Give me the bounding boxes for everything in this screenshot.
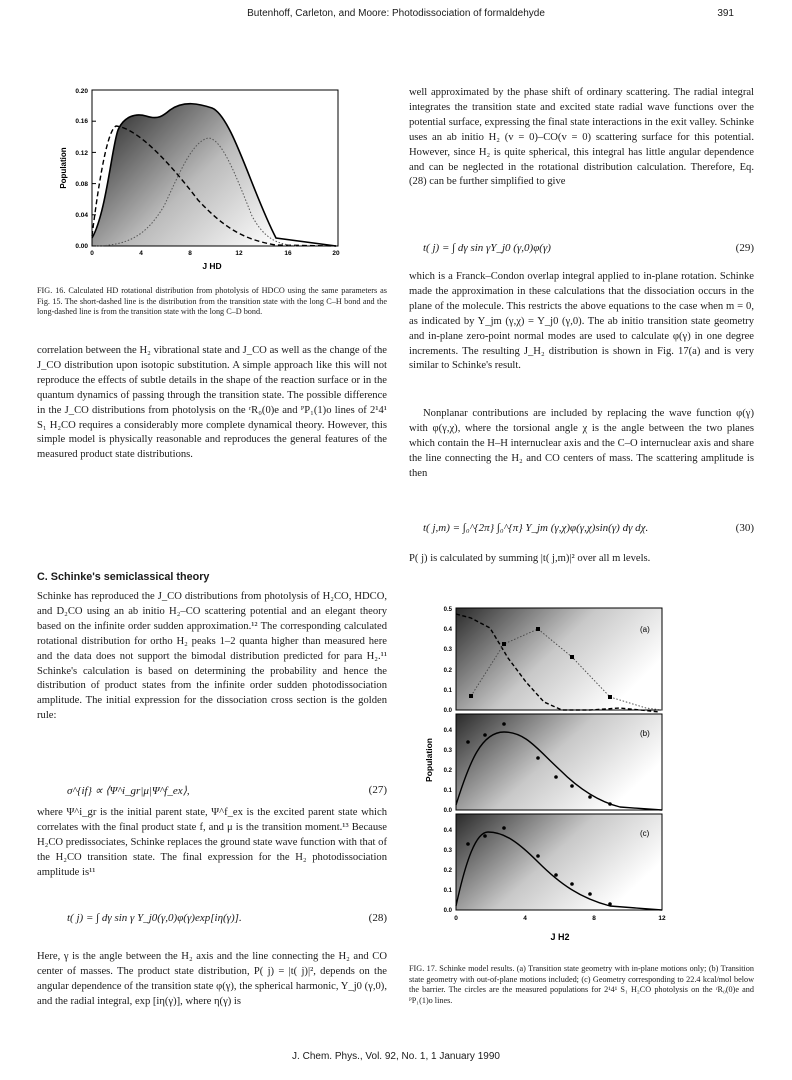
fig17c-background [456, 814, 662, 910]
fig17a-ytick: 0.4 [443, 627, 452, 633]
equation-30 [409, 522, 754, 542]
left-para-3: where Ψ^i_gr is the initial parent state, Ψ^f_ex is the excited parent state which correlates with the final product state f, and μ is the transition moment.¹³ Because H₂CO predissociates, Schinke replaces the ground state wave function with that of the H₂CO transition state. The final expression for the H₂ photodissociation amplitude is¹¹ [37, 807, 387, 878]
page-number: 391 [717, 8, 734, 19]
fig17a-background [456, 608, 662, 710]
figure-16-plot [36, 86, 386, 276]
eq30-expression: t( j,m) = ∫₀^{2π} ∫₀^{π} Y_jm (γ,χ)φ(γ,χ)sin(γ) dγ dχ. [423, 522, 649, 534]
fig17c-ytick: 0.0 [443, 908, 452, 914]
right-para-1: well approximated by the phase shift of ordinary scattering. The radial integral integrates the transition state and excited state radial wave functions over the potential surface, expressing the final state interactions in the exit valley. Schinke uses an ab initio H₂ (v = 0)–CO(v = 0) scattering surface for this potential. However, since H₂ is quite spherical, this integral has little angular dependence and can be neglected in the rotational distribution calculation. Therefore, Eq. (28) can be further simplified to give [409, 87, 754, 188]
eq28-expression: t( j) = ∫ dγ sin γ Y_j0(γ,0)φ(γ)exp[iη(γ)]. [67, 912, 242, 924]
fig17b-ytick: 0.0 [443, 808, 452, 814]
fig17c-ytick: 0.1 [443, 888, 452, 894]
fig17-xtick: 12 [658, 915, 666, 922]
fig17c-ytick: 0.4 [443, 828, 452, 834]
journal-footer: J. Chem. Phys., Vol. 92, No. 1, 1 January 1990 [292, 1051, 500, 1062]
fig16-shaded-area [92, 104, 336, 246]
fig17c-ytick: 0.3 [443, 848, 452, 854]
fig17a-ytick: 0.0 [443, 708, 452, 714]
fig17a-ytick: 0.5 [443, 607, 452, 613]
fig17b-ytick: 0.2 [443, 768, 452, 774]
fig16-xtick-label: 20 [332, 250, 340, 257]
fig17b-ytick: 0.3 [443, 748, 452, 754]
left-column [37, 344, 387, 463]
fig17-y-axis-label: Population [424, 738, 434, 782]
left-para-2: Schinke has reproduced the J_CO distributions from photolysis of H₂CO, HDCO, and D₂CO using an ab initio H₂–CO scattering potential and an elegant theory based on the infinite order sudden approximation.¹² The corresponding calculated rotational distribution for ortho H₂ peaks 1–2 quanta higher than measured here and the data does not support the bimodal distribution predicted for para H₂.¹¹ Schinke's calculation is based on determining the probability and hence the distribution of product states from the infinite order sudden photodissociation amplitude. The initial expression for the dissociation cross section is the golden rule: [37, 591, 387, 722]
fig16-ytick-label: 0.04 [75, 212, 88, 219]
fig17a-ytick: 0.3 [443, 647, 452, 653]
eq27-expression: σ^{if} ∝ ⟨Ψ^i_gr|μ|Ψ^f_ex⟩, [67, 785, 190, 797]
eq28-number: (28) [368, 912, 387, 924]
figure-17 [420, 600, 690, 960]
fig17c-ytick: 0.2 [443, 868, 452, 874]
fig16-y-axis-label: Population [59, 147, 68, 189]
section-heading: C. Schinke's semiclassical theory [37, 571, 210, 583]
fig16-ytick-label: 0.08 [75, 181, 88, 188]
eq27-number: (27) [368, 784, 387, 796]
equation-28 [37, 912, 387, 932]
fig17a-ytick: 0.1 [443, 688, 452, 694]
right-para-4: P( j) is calculated by summing |t( j,m)|² over all m levels. [409, 553, 651, 564]
fig17-xtick: 4 [523, 915, 527, 922]
running-title: Butenhoff, Carleton, and Moore: Photodissociation of formaldehyde [247, 8, 545, 19]
fig16-xtick-label: 4 [139, 250, 143, 257]
fig16-xtick-label: 12 [235, 250, 243, 257]
fig16-y-ticks [92, 90, 96, 246]
fig16-xtick-label: 0 [90, 250, 94, 257]
fig17-xtick: 0 [454, 915, 458, 922]
fig17-caption: FIG. 17. Schinke model results. (a) Transition state geometry with in-plane motions only; (b) Transition state geometry with out-of-plane motions included; (c) Geometry corresponding to 22.4 kcal/mol below the barrier. The circles are the measured populations for 2¹4¹ S₁ H₂CO photolysis on the ʳR₀(0)e and ᴾP₁(1)o lines. [409, 964, 754, 1006]
left-para-1: correlation between the H₂ vibrational state and J_CO as well as the change of the J_CO distribution upon isotopic substitution. A simple approach like this will not reproduce the effects of subtle details in the shape of the reaction surface or in the quantum dynamics of passing through the transition state. The possible difference in the J_CO distributions from photolysis on the ʳR₀(0)e and ᴾP₁(1)o lines of 2¹4¹ S₁ H₂CO requires a considerably more complete dynamical theory. However, this simple model is physically reasonable and reproduces the general features of the measured product state distributions. [37, 345, 387, 461]
eq30-number: (30) [735, 522, 754, 534]
equation-29 [409, 242, 754, 262]
right-para-3: Nonplanar contributions are included by replacing the wave function φ(γ) with φ(γ,χ), where the torsional angle χ is the angle between the two planes which contain the H–H internuclear axis and the C–O internuclear axis and share the line connecting the H₂ and CO centers of mass. The scattering amplitude is then [409, 408, 754, 479]
fig17-x-axis-label: J H2 [550, 932, 570, 942]
eq29-expression: t( j) = ∫ dγ sin γY_j0 (γ,0)φ(γ) [423, 242, 551, 254]
equation-27 [37, 784, 387, 802]
fig17-xtick: 8 [592, 915, 596, 922]
figure-16 [36, 86, 386, 276]
figure-17-plot [420, 600, 690, 960]
fig17c-panel-label: (c) [640, 829, 650, 838]
fig17a-panel-label: (a) [640, 625, 650, 634]
left-para-4: Here, γ is the angle between the H₂ axis and the line connecting the H₂ and CO center of masses. The product state distribution, P( j) = |t( j)|², depends on the angular dependence of the transition state φ(γ), the spherical harmonic, Y_j0 (γ,0), and the radial integral, exp [iη(γ)], where η(γ) is [37, 951, 387, 1007]
fig17b-ytick: 0.4 [443, 728, 452, 734]
fig16-xtick-label: 8 [188, 250, 192, 257]
fig16-caption: FIG. 16. Calculated HD rotational distribution from photolysis of HDCO using the same parameters as Fig. 15. The short-dashed line is the distribution from the transition state with the long C–H bond and the long-dashed line is from the transition state with the long C–D bond. [37, 286, 387, 317]
fig16-x-axis-label: J HD [202, 261, 222, 271]
fig16-ytick-label: 0.20 [75, 88, 88, 95]
fig16-xtick-label: 16 [284, 250, 292, 257]
fig17b-panel-label: (b) [640, 729, 650, 738]
fig16-ytick-label: 0.00 [75, 243, 88, 250]
fig17a-ytick: 0.2 [443, 668, 452, 674]
fig17b-background [456, 714, 662, 810]
eq29-number: (29) [735, 242, 754, 254]
fig16-ytick-label: 0.12 [75, 150, 88, 157]
right-para-2: which is a Franck–Condon overlap integral applied to in-plane rotation. Schinke made the approximation in these calculations that the dissociation occurs in the plane of the molecule. This restricts the above equations to the case when m = 0, as indicated by Y_jm (γ,χ) = Y_j0 (γ,0). The ab initio transition state geometry and in-plane zero-point normal modes are used to calculate φ(γ) in one degree increments. The resulting J_H₂ distribution is shown in Fig. 17(a) and is very similar to Schinke's result. [409, 271, 754, 372]
fig17b-ytick: 0.1 [443, 788, 452, 794]
fig16-ytick-label: 0.16 [75, 118, 88, 125]
